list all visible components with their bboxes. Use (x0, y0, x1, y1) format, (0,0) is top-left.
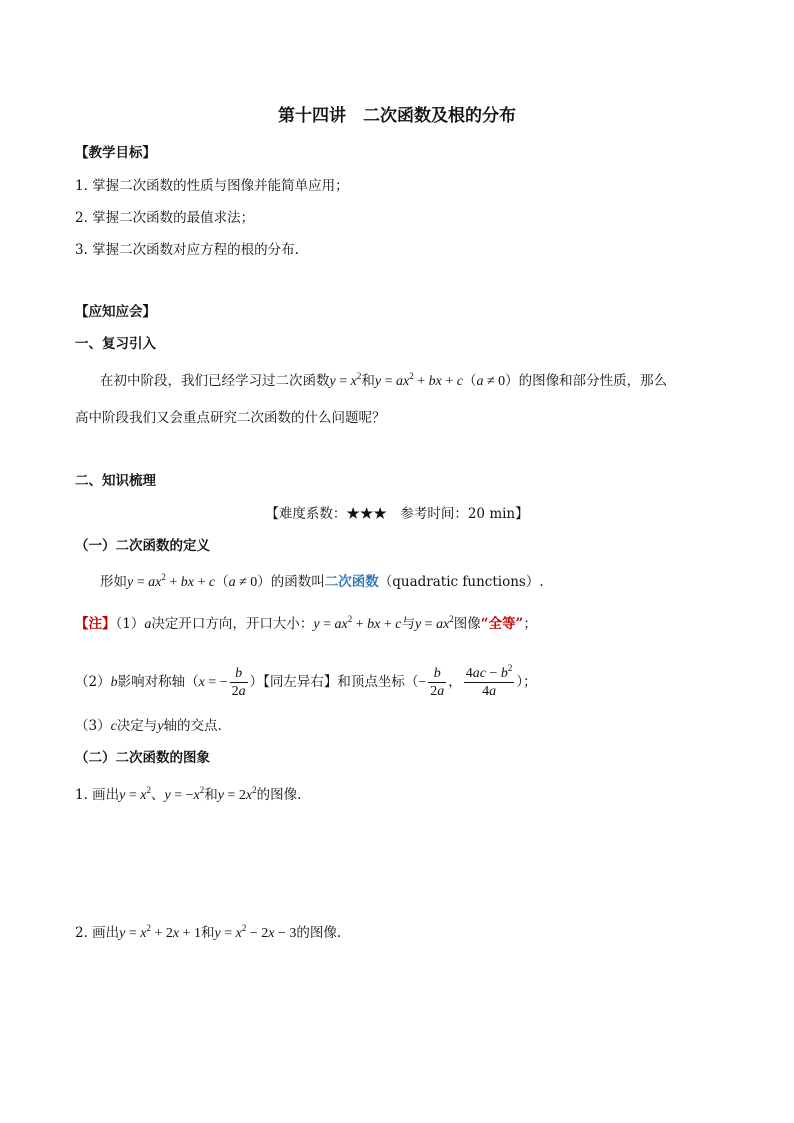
formula-vertex-y: $\frac{4ac - b^2}{4a}$ (465, 663, 513, 700)
formula-vertex-x: − $\frac{b}{2a}$ (418, 666, 445, 700)
graph-heading: （二）二次函数的图象 (75, 750, 210, 766)
condition-a-nonzero: a ≠ 0 (228, 575, 258, 590)
exercise-1: 1. 画出$y = x^2$、$y = -x^2$和$y = 2x^2$的图像. (75, 785, 302, 803)
note-line-3: （3）c决定与y轴的交点. (75, 718, 222, 734)
congruent-highlight: “全等” (480, 616, 524, 632)
formula-y-2x2: $y = 2x^2$ (217, 785, 257, 803)
formula-general-quadratic: $y = ax^2$ + bx + c (374, 371, 463, 389)
objective-item-3: 3. 掌握二次函数对应方程的根的分布. (75, 242, 299, 258)
formula-y-x2: $y = x^2$ (329, 371, 362, 389)
note-tag: 【注】 (75, 616, 116, 632)
objective-item-1: 1. 掌握二次函数的性质与图像并能简单应用； (75, 178, 349, 194)
term-quadratic-function: 二次函数 (324, 574, 379, 590)
review-paragraph-line-1: 在初中阶段，我们已经学习过二次函数$y = x^2$和$y = ax^2$ + bx + c（a ≠ 0）的图像和部分性质，那么 (100, 371, 668, 389)
review-paragraph-line-2: 高中阶段我们又会重点研究二次函数的什么问题呢？ (75, 410, 386, 426)
review-heading: 一、复习引入 (75, 336, 156, 352)
definition-heading: （一）二次函数的定义 (75, 538, 210, 554)
knowledge-heading: 【应知应会】 (75, 304, 156, 320)
formula-y-x2-minus-2x-minus-3: $y = x^2 - 2x - 3$ (214, 923, 297, 941)
note-line-1: 【注】（1）a决定开口方向，开口大小：$y = ax^2$ + bx + c与$y = ax^2$图像“全等”； (75, 614, 537, 632)
formula-general-quadratic: $y = ax^2$ + bx + c (313, 614, 402, 632)
condition-a-nonzero: a ≠ 0 (476, 374, 506, 389)
page-title: 第十四讲 二次函数及根的分布 (278, 106, 516, 126)
exercise-2: 2. 画出$y = x^2 + 2x + 1$和$y = x^2 - 2x - 3$的图像. (75, 923, 342, 941)
formula-general-quadratic: $y = ax^2$ + bx + c (127, 572, 216, 590)
difficulty-note: 【难度系数：★★★ 参考时间：20 min】 (265, 506, 529, 522)
definition-line: 形如$y = ax^2$ + bx + c（a ≠ 0）的函数叫二次函数（quadratic functions）. (100, 572, 544, 590)
objectives-heading: 【教学目标】 (75, 145, 156, 161)
note-line-2: （2）b影响对称轴（x = − $\frac{b}{2a}$ ）【同左异右】和顶点坐标（− $\frac{b}{2a}$ ， $\frac{4ac - b^2}{4a}$ ）； (75, 663, 537, 700)
formula-axis-of-symmetry: x = − $\frac{b}{2a}$ (198, 666, 246, 700)
objective-item-2: 2. 掌握二次函数的最值求法； (75, 210, 255, 226)
formula-y-x2: $y = x^2$ (119, 785, 152, 803)
formula-y-x2-plus-2x-plus-1: $y = x^2 + 2x + 1$ (119, 923, 202, 941)
formula-y-neg-x2: $y = -x^2$ (164, 785, 205, 803)
formula-y-ax2: $y = ax^2$ (414, 614, 454, 632)
knowledge-sort-heading: 二、知识梳理 (75, 473, 156, 489)
